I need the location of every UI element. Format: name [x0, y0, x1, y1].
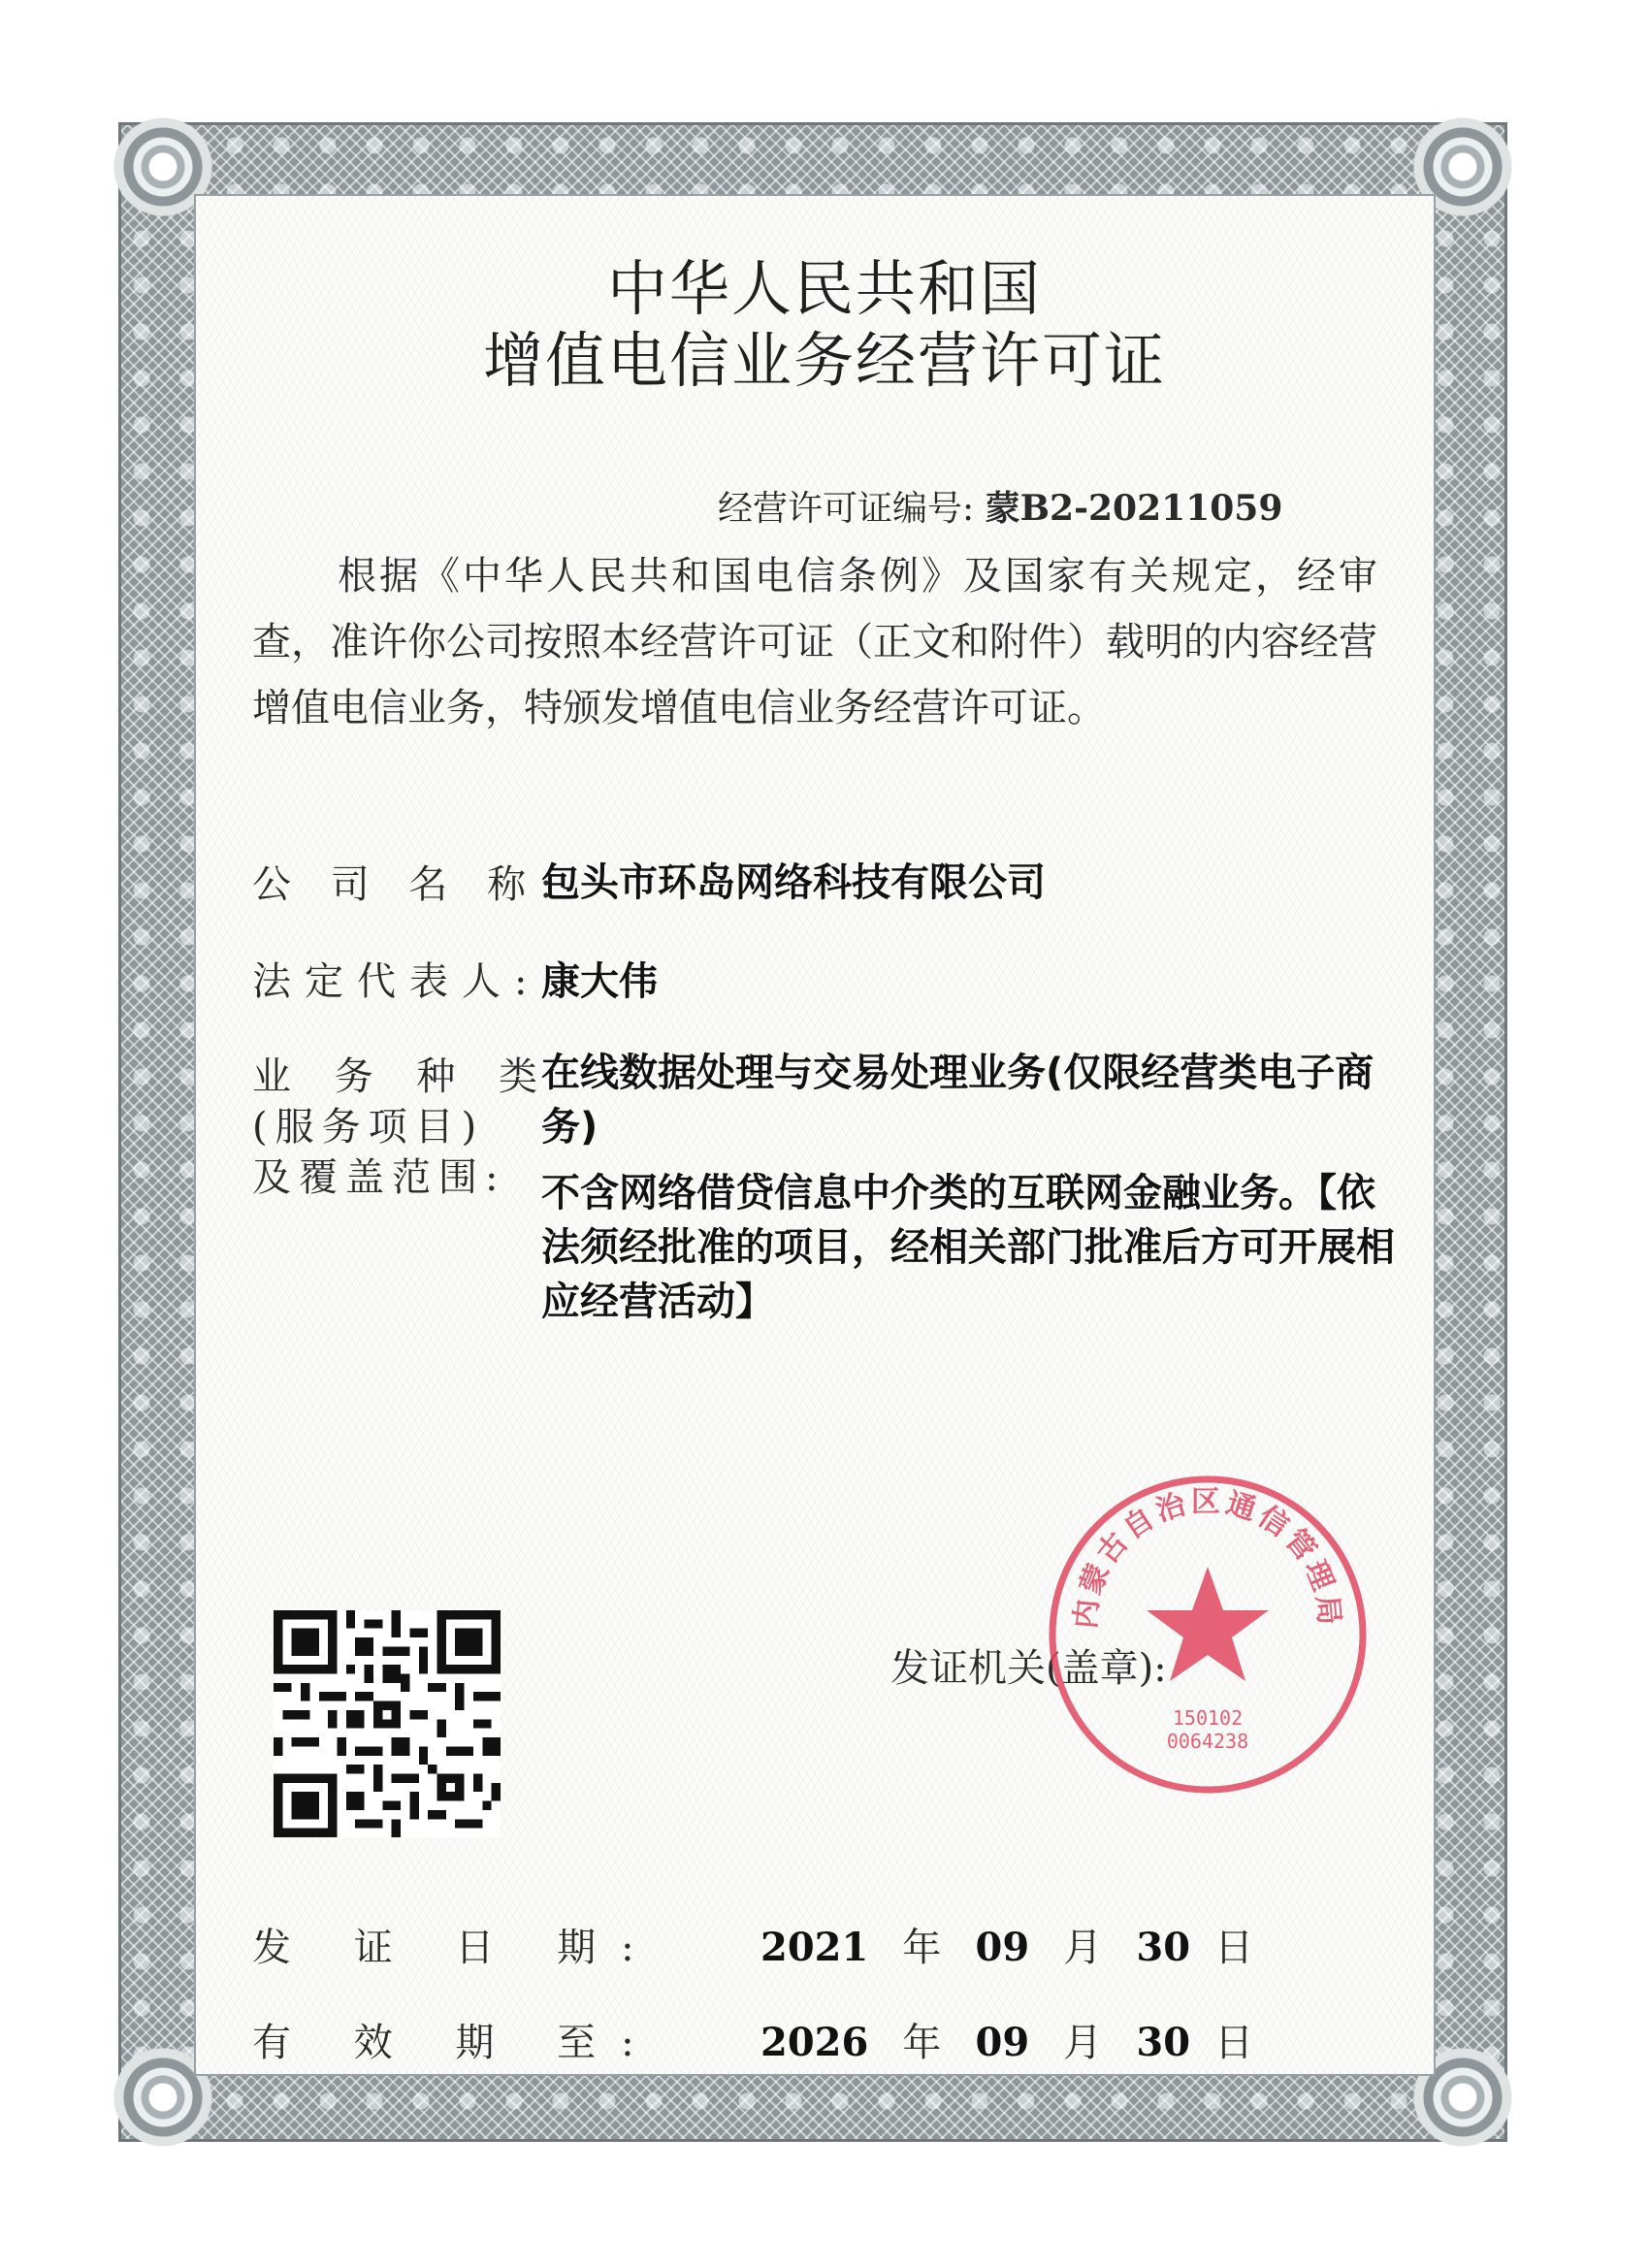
seal-name: 内蒙古自治区通信管理局: [1069, 1485, 1346, 1631]
seal-code-2: 0064238: [1166, 1730, 1249, 1753]
valid-date-label: 有 效 期 至:: [252, 2021, 660, 2065]
year-unit: 年: [902, 1926, 942, 1970]
scope-label-3: 及覆盖范围:: [252, 1155, 506, 1200]
issue-date: [760, 1917, 1253, 1972]
scope-label-2: (服务项目): [252, 1105, 485, 1150]
issue-year: 2021: [760, 1925, 869, 1970]
license-label: 经营许可证编号:: [718, 489, 975, 529]
qr-code: [274, 1610, 501, 1837]
valid-month: 09: [975, 2020, 1030, 2065]
star-icon: [1147, 1567, 1269, 1681]
license-number-line: [718, 481, 1282, 531]
title-country: 中华人民共和国: [606, 253, 1042, 324]
company-label: 公 司 名 称:: [252, 862, 566, 907]
rep-value: 康大伟: [541, 959, 658, 1004]
license-number: 蒙B2-20211059: [985, 488, 1283, 529]
scope-label-1: 业 务 种 类: [252, 1054, 554, 1099]
scope-note: 不含网络借贷信息中介类的互联网金融业务。【依法须经批准的项目，经相关部门批准后方可开展相应经营活动】: [541, 1171, 1395, 1324]
scope-value: 在线数据处理与交易处理业务(仅限经营类电子商务): [541, 1051, 1374, 1150]
valid-day: 30: [1136, 2020, 1191, 2065]
company-value: 包头市环岛网络科技有限公司: [541, 860, 1046, 905]
rep-label: 法定代表人:: [252, 959, 541, 1004]
valid-year: 2026: [760, 2020, 869, 2065]
valid-date: [760, 2012, 1253, 2067]
official-seal: [1038, 1465, 1377, 1804]
preamble-text: 根据《中华人民共和国电信条例》及国家有关规定，经审查，准许你公司按照本经营许可证（正文和附件）载明的内容经营增值电信业务，特颁发增值电信业务经营许可证。: [252, 554, 1377, 730]
seal-code-1: 150102: [1172, 1706, 1244, 1730]
issuer-label: 发证机关(盖章):: [890, 1646, 1167, 1691]
issue-day: 30: [1136, 1925, 1191, 1970]
year-unit: 年: [902, 2021, 942, 2065]
month-unit: 月: [1063, 1926, 1103, 1970]
title-certificate: 增值电信业务经营许可证: [482, 325, 1166, 396]
issue-month: 09: [975, 1925, 1030, 1970]
issue-date-label: 发 证 日 期:: [252, 1926, 660, 1970]
month-unit: 月: [1063, 2021, 1103, 2065]
day-unit: 日: [1214, 2021, 1254, 2065]
day-unit: 日: [1214, 1926, 1254, 1970]
